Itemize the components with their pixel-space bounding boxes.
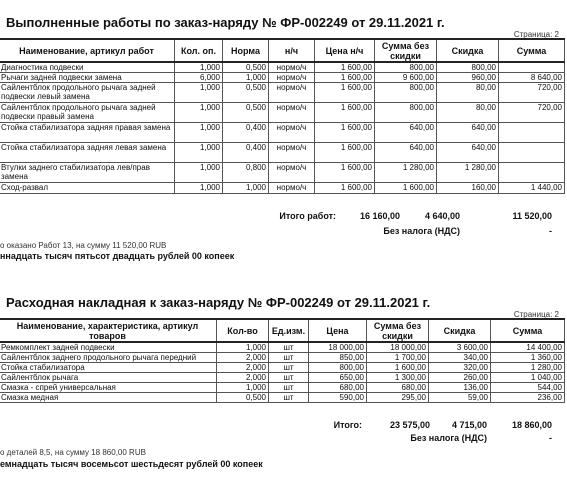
goods-vat-label: Без налога (НДС) (410, 433, 487, 443)
goods-name-cell: Сайлентблок заднего продольного рычага передний (0, 353, 217, 363)
works-header-name: Наименование, артикул работ (0, 39, 175, 62)
goods-page-number: Страница: 2 (513, 310, 559, 319)
work-discount-cell: 80,00 (437, 103, 499, 123)
work-unit-cell: нормо/ч (269, 123, 315, 143)
work-price-cell: 1 600,00 (315, 83, 375, 103)
goods-total-row (0, 420, 567, 432)
goods-header-price: Цена (309, 319, 367, 342)
work-norm-cell: 1,000 (223, 73, 269, 83)
goods-name-cell: Ремкомплект задней подвески (0, 342, 217, 353)
work-count-cell: 1,000 (175, 123, 223, 143)
work-sum-cell (499, 62, 565, 73)
work-sum-cell: 720,00 (499, 103, 565, 123)
works-header-unit: н/ч (269, 39, 315, 62)
goods-unit-cell: шт (269, 393, 309, 403)
work-name-cell: Сайлентблок продольного рычага задней подвески правый замена (0, 103, 175, 123)
work-discount-cell: 640,00 (437, 143, 499, 163)
work-sum-cell: 1 440,00 (499, 183, 565, 194)
works-header-norm: Норма (223, 39, 269, 62)
work-price-cell: 1 600,00 (315, 62, 375, 73)
goods-quantity-cell: 0,500 (217, 393, 269, 403)
goods-discount-cell: 320,00 (429, 363, 491, 373)
goods-name-cell: Смазка - спрей универсальная (0, 383, 217, 393)
goods-quantity-cell: 2,000 (217, 353, 269, 363)
goods-table-row (0, 363, 565, 373)
work-count-cell: 1,000 (175, 83, 223, 103)
work-sum-no-discount-cell: 9 600,00 (375, 73, 437, 83)
goods-discount-cell: 3 600,00 (429, 342, 491, 353)
goods-vat-value: - (549, 433, 552, 443)
goods-sum-cell: 14 400,00 (491, 342, 565, 353)
goods-price-cell: 680,00 (309, 383, 367, 393)
goods-table-body (0, 342, 565, 403)
goods-quantity-cell: 2,000 (217, 363, 269, 373)
goods-total-label: Итого: (333, 420, 362, 430)
work-unit-cell: нормо/ч (269, 163, 315, 183)
work-sum-no-discount-cell: 640,00 (375, 143, 437, 163)
works-table-row (0, 183, 565, 194)
works-header-discount: Скидка (437, 39, 499, 62)
works-table-row (0, 62, 565, 73)
goods-summary-note: о деталей 8,5, на сумму 18 860,00 RUB (0, 448, 146, 457)
goods-table-row (0, 383, 565, 393)
work-count-cell: 1,000 (175, 143, 223, 163)
goods-title: Расходная накладная к заказ-наряду № ФР-002249 от 29.11.2021 г. (6, 295, 431, 310)
work-name-cell: Втулки заднего стабилизатора лев/прав замена (0, 163, 175, 183)
works-total-no-discount: 16 160,00 (359, 211, 400, 221)
work-discount-cell: 80,00 (437, 83, 499, 103)
goods-table-row (0, 393, 565, 403)
work-unit-cell: нормо/ч (269, 183, 315, 194)
works-page-number: Страница: 2 (513, 30, 559, 39)
goods-name-cell: Сайлентблок рычага (0, 373, 217, 383)
goods-total-sum: 18 860,00 (511, 420, 552, 430)
work-unit-cell: нормо/ч (269, 73, 315, 83)
goods-unit-cell: шт (269, 363, 309, 373)
goods-table-row (0, 373, 565, 383)
goods-header-unit: Ед.изм. (269, 319, 309, 342)
goods-quantity-cell: 1,000 (217, 342, 269, 353)
goods-sum-cell: 1 040,00 (491, 373, 565, 383)
goods-unit-cell: шт (269, 383, 309, 393)
work-sum-no-discount-cell: 800,00 (375, 103, 437, 123)
work-name-cell: Стойка стабилизатора задняя правая замена (0, 123, 175, 143)
works-summary-note: о оказано Работ 13, на сумму 11 520,00 RUB (0, 241, 167, 250)
works-vat-value: - (549, 226, 552, 236)
goods-table-row (0, 353, 565, 363)
goods-sum-no-discount-cell: 680,00 (367, 383, 429, 393)
work-sum-no-discount-cell: 800,00 (375, 62, 437, 73)
work-price-cell: 1 600,00 (315, 73, 375, 83)
works-table-body (0, 62, 565, 194)
goods-sum-cell: 1 360,00 (491, 353, 565, 363)
work-sum-cell: 8 640,00 (499, 73, 565, 83)
works-total-row (0, 211, 567, 223)
goods-price-cell: 800,00 (309, 363, 367, 373)
work-discount-cell: 160,00 (437, 183, 499, 194)
work-sum-cell (499, 163, 565, 183)
goods-unit-cell: шт (269, 373, 309, 383)
work-norm-cell: 0,500 (223, 62, 269, 73)
goods-quantity-cell: 2,000 (217, 373, 269, 383)
goods-price-cell: 650,00 (309, 373, 367, 383)
goods-sum-no-discount-cell: 18 000,00 (367, 342, 429, 353)
work-sum-cell: 720,00 (499, 83, 565, 103)
goods-sum-in-words: емнадцать тысяч восемьсот шестьдесят рублей 00 копеек (0, 459, 263, 469)
work-sum-cell (499, 123, 565, 143)
works-table-row (0, 73, 565, 83)
work-price-cell: 1 600,00 (315, 163, 375, 183)
goods-name-cell: Смазка медная (0, 393, 217, 403)
work-norm-cell: 1,000 (223, 183, 269, 194)
works-title: Выполненные работы по заказ-наряду № ФР-002249 от 29.11.2021 г. (6, 15, 445, 30)
goods-sum-no-discount-cell: 1 300,00 (367, 373, 429, 383)
work-norm-cell: 0,400 (223, 143, 269, 163)
goods-quantity-cell: 1,000 (217, 383, 269, 393)
goods-discount-cell: 260,00 (429, 373, 491, 383)
work-name-cell: Сайлентблок продольного рычага задней подвески левый замена (0, 83, 175, 103)
work-count-cell: 1,000 (175, 163, 223, 183)
work-unit-cell: нормо/ч (269, 62, 315, 73)
goods-discount-cell: 136,00 (429, 383, 491, 393)
work-name-cell: Стойка стабилизатора задняя левая замена (0, 143, 175, 163)
goods-sum-no-discount-cell: 1 600,00 (367, 363, 429, 373)
works-table-row (0, 143, 565, 163)
work-count-cell: 1,000 (175, 103, 223, 123)
work-name-cell: Сход-развал (0, 183, 175, 194)
goods-name-cell: Стойка стабилизатора (0, 363, 217, 373)
work-sum-no-discount-cell: 800,00 (375, 83, 437, 103)
goods-header-quantity: Кол-во (217, 319, 269, 342)
work-count-cell: 1,000 (175, 62, 223, 73)
work-discount-cell: 1 280,00 (437, 163, 499, 183)
work-unit-cell: нормо/ч (269, 83, 315, 103)
goods-table (0, 318, 565, 403)
works-total-label: Итого работ: (279, 211, 336, 221)
works-total-sum: 11 520,00 (512, 211, 552, 221)
works-header-sum-no-discount: Сумма без скидки (375, 39, 437, 62)
work-discount-cell: 800,00 (437, 62, 499, 73)
works-total-discount: 4 640,00 (424, 211, 460, 221)
work-norm-cell: 0,400 (223, 123, 269, 143)
work-norm-cell: 0,500 (223, 83, 269, 103)
goods-unit-cell: шт (269, 342, 309, 353)
works-sum-in-words: ннадцать тысяч пятьсот двадцать рублей 00 копеек (0, 251, 235, 261)
goods-table-row (0, 342, 565, 353)
goods-sum-no-discount-cell: 295,00 (367, 393, 429, 403)
work-price-cell: 1 600,00 (315, 103, 375, 123)
goods-price-cell: 850,00 (309, 353, 367, 363)
work-price-cell: 1 600,00 (315, 123, 375, 143)
work-unit-cell: нормо/ч (269, 103, 315, 123)
goods-header-sum-no-discount: Сумма без скидки (367, 319, 429, 342)
goods-sum-cell: 1 280,00 (491, 363, 565, 373)
goods-header-sum: Сумма (491, 319, 565, 342)
works-table (0, 38, 565, 194)
works-table-row (0, 83, 565, 103)
goods-sum-cell: 544,00 (491, 383, 565, 393)
works-table-row (0, 123, 565, 143)
work-discount-cell: 960,00 (437, 73, 499, 83)
works-table-row (0, 103, 565, 123)
goods-header-name: Наименование, характеристика, артикул товаров (0, 319, 217, 342)
work-sum-no-discount-cell: 1 600,00 (375, 183, 437, 194)
works-header-sum: Сумма (499, 39, 565, 62)
work-count-cell: 6,000 (175, 73, 223, 83)
work-name-cell: Рычаги задней подвески замена (0, 73, 175, 83)
goods-discount-cell: 340,00 (429, 353, 491, 363)
work-price-cell: 1 600,00 (315, 183, 375, 194)
goods-vat-row (0, 433, 567, 445)
work-price-cell: 1 600,00 (315, 143, 375, 163)
work-count-cell: 1,000 (175, 183, 223, 194)
goods-unit-cell: шт (269, 353, 309, 363)
goods-total-no-discount: 23 575,00 (389, 420, 430, 430)
works-vat-row (0, 226, 567, 238)
work-sum-no-discount-cell: 640,00 (375, 123, 437, 143)
works-header-price: Цена н/ч (315, 39, 375, 62)
goods-discount-cell: 59,00 (429, 393, 491, 403)
goods-sum-no-discount-cell: 1 700,00 (367, 353, 429, 363)
goods-header-discount: Скидка (429, 319, 491, 342)
work-norm-cell: 0,500 (223, 103, 269, 123)
goods-total-discount: 4 715,00 (451, 420, 487, 430)
work-norm-cell: 0,800 (223, 163, 269, 183)
work-name-cell: Диагностика подвески (0, 62, 175, 73)
works-vat-label: Без налога (НДС) (383, 226, 460, 236)
work-unit-cell: нормо/ч (269, 143, 315, 163)
goods-price-cell: 590,00 (309, 393, 367, 403)
work-discount-cell: 640,00 (437, 123, 499, 143)
goods-sum-cell: 236,00 (491, 393, 565, 403)
works-header-count: Кол. оп. (175, 39, 223, 62)
goods-price-cell: 18 000,00 (309, 342, 367, 353)
works-table-row (0, 163, 565, 183)
work-sum-no-discount-cell: 1 280,00 (375, 163, 437, 183)
work-sum-cell (499, 143, 565, 163)
